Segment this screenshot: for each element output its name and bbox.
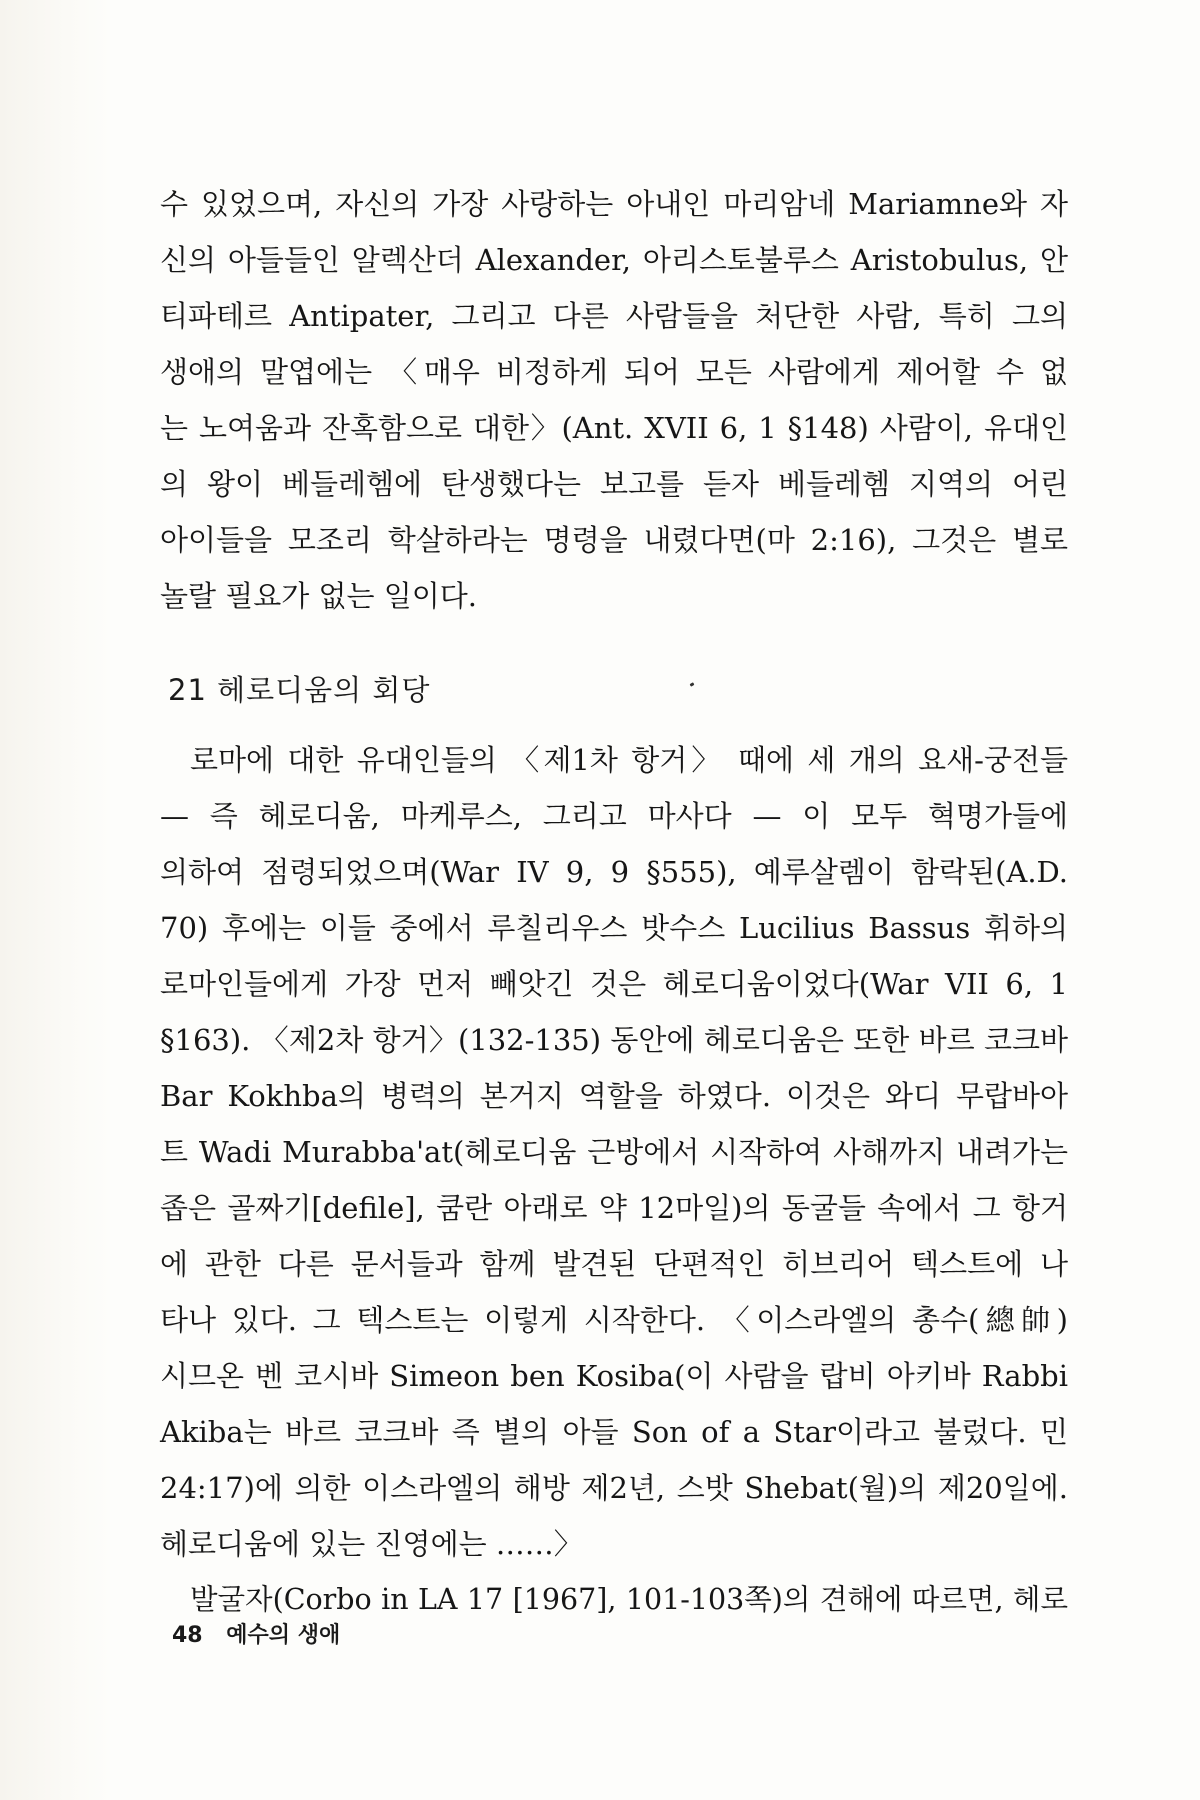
page-binding-shadow — [0, 0, 110, 1800]
text-line: §163). 〈제2차 항거〉(132-135) 동안에 헤로디움은 또한 바르 코크바 — [160, 1023, 1068, 1057]
text-line: 아이들을 모조리 학살하라는 명령을 내렸다면(마 2:16), 그것은 별로 — [160, 523, 1068, 557]
ink-speck — [690, 682, 695, 687]
paragraph-herodium — [160, 732, 1068, 1628]
text-line: Bar Kokhba의 병력의 본거지 역할을 하였다. 이것은 와디 무랍바아 — [160, 1079, 1068, 1113]
text-line: 생애의 말엽에는 〈매우 비정하게 되어 모든 사람에게 제어할 수 없 — [160, 355, 1068, 389]
text-line: 놀랄 필요가 없는 일이다. — [160, 579, 478, 613]
text-line: 의하여 점령되었으며(War IV 9, 9 §555), 예루살렘이 함락된(A.D. — [160, 855, 1068, 889]
text-line: — 즉 헤로디움, 마케루스, 그리고 마사다 — 이 모두 혁명가들에 — [160, 799, 1068, 833]
text-line: 발굴자(Corbo in LA 17 [1967], 101-103쪽)의 견해에 따르면, 헤로 — [190, 1583, 1068, 1616]
text-line: 헤로디움에 있는 진영에는 ……〉 — [160, 1527, 583, 1561]
text-line: 수 있었으며, 자신의 가장 사랑하는 아내인 마리암네 Mariamne와 자 — [160, 187, 1068, 221]
text-line: 24:17)에 의한 이스라엘의 해방 제2년, 스밧 Shebat(월)의 제20일에. — [160, 1471, 1068, 1505]
paragraph-herod-cruelty — [160, 176, 1068, 624]
text-line: Akiba는 바르 코크바 즉 별의 아들 Son of a Star이라고 불렀다. 민 — [160, 1415, 1068, 1449]
text-line: 로마인들에게 가장 먼저 빼앗긴 것은 헤로디움이었다(War VII 6, 1 — [160, 967, 1068, 1001]
page-number: 48 — [172, 1623, 203, 1648]
text-line: 로마에 대한 유대인들의 〈제1차 항거〉 때에 세 개의 요새-궁전들 — [190, 743, 1068, 777]
text-line: 의 왕이 베들레헴에 탄생했다는 보고를 듣자 베들레헴 지역의 어린 — [160, 467, 1068, 501]
text-line: 타나 있다. 그 텍스트는 이렇게 시작한다. 〈이스라엘의 총수(總帥) — [160, 1303, 1068, 1337]
text-line: 티파테르 Antipater, 그리고 다른 사람들을 처단한 사람, 특히 그의 — [160, 299, 1068, 333]
text-line: 신의 아들들인 알렉산더 Alexander, 아리스토불루스 Aristobulus, 안 — [160, 243, 1068, 277]
text-line: 트 Wadi Murabba'at(헤로디움 근방에서 시작하여 사해까지 내려가는 — [160, 1135, 1068, 1169]
text-line: 는 노여움과 잔혹함으로 대한〉(Ant. XVII 6, 1 §148) 사람이, 유대인 — [160, 411, 1068, 445]
text-line: 에 관한 다른 문서들과 함께 발견된 단편적인 히브리어 텍스트에 나 — [160, 1247, 1068, 1281]
text-line: 좁은 골짜기[defile], 쿰란 아래로 약 12마일)의 동굴들 속에서 그 항거 — [160, 1191, 1068, 1225]
text-line: 70) 후에는 이들 중에서 루칠리우스 밧수스 Lucilius Bassus 휘하의 — [160, 911, 1068, 945]
page-footer — [172, 1618, 340, 1649]
section-heading: 21 헤로디움의 회당 — [168, 673, 431, 707]
text-line: 시므온 벤 코시바 Simeon ben Kosiba(이 사람을 랍비 아키바 Rabbi — [160, 1359, 1068, 1393]
running-title: 예수의 생애 — [226, 1623, 341, 1648]
